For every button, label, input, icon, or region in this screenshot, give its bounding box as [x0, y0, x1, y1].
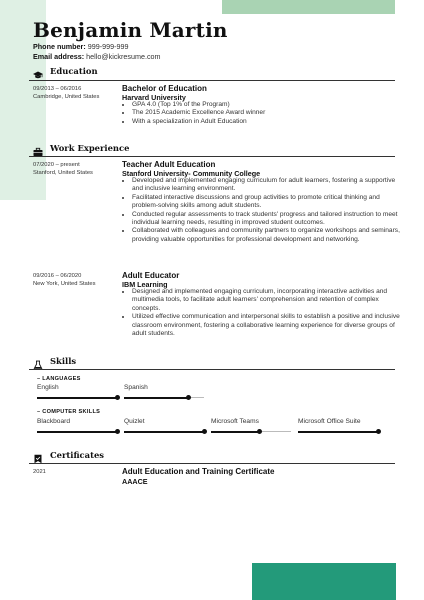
work-bullet-list — [122, 288, 404, 338]
skill-item — [211, 418, 291, 434]
skill-item — [37, 418, 117, 434]
skill-level-fill — [298, 431, 378, 433]
decorative-top-bar — [222, 0, 395, 14]
list-item: • Facilitated interactive discussions and group activities to promote critical thinking and problem-solving skills among adult students. — [132, 194, 404, 211]
skill-item — [298, 418, 378, 434]
skill-level-marker — [202, 429, 207, 434]
list-item: • GPA 4.0 (Top 1% of the Program) — [132, 101, 404, 109]
section-divider — [29, 80, 395, 81]
skill-level-marker — [115, 429, 120, 434]
computer-skills-label: – COMPUTER SKILLS — [37, 409, 101, 415]
list-item: • Designed and implemented engaging curriculum, incorporating interactive activities and multimedia tools, to facilitate adult learners' comprehension and retention of complex concepts. — [132, 288, 404, 313]
email-value: hello@kickresume.com — [86, 52, 161, 61]
phone-label: Phone number: — [33, 42, 86, 51]
work-dates: 09/2016 – 06/2020 — [33, 273, 82, 279]
skill-name: Spanish — [124, 384, 148, 391]
education-section-header — [33, 66, 395, 78]
certificates-section-header — [33, 450, 395, 462]
list-item: • Conducted regular assessments to track students' progress and tailored instruction to meet individual learning needs, resulting in improved student outcomes. — [132, 211, 404, 228]
skill-item — [124, 384, 204, 400]
skills-section-header — [33, 356, 395, 368]
graduation-cap-icon — [33, 67, 43, 77]
certificate-year: 2021 — [33, 469, 46, 475]
skill-level-fill — [37, 397, 117, 399]
work-location: Stanford, United States — [33, 170, 93, 176]
section-divider — [29, 463, 395, 464]
skill-level-marker — [115, 395, 120, 400]
work-role: Adult Educator — [122, 271, 180, 280]
skill-item — [37, 384, 117, 400]
work-location: New York, United States — [33, 281, 96, 287]
certificates-title: Certificates — [50, 450, 104, 460]
education-location: Cambridge, United States — [33, 94, 100, 100]
list-item: • With a specialization in Adult Education — [132, 118, 404, 126]
list-item: • Developed and implemented engaging curriculum for adult learners, fostering a supportive and inclusive learning environment. — [132, 177, 404, 194]
skill-level-marker — [376, 429, 381, 434]
skill-name: Microsoft Teams — [211, 418, 259, 425]
education-school: Harvard University — [122, 93, 186, 102]
skill-level-marker — [186, 395, 191, 400]
skill-name: Quizlet — [124, 418, 145, 425]
education-bullet-list — [122, 101, 404, 126]
skill-name: English — [37, 384, 59, 391]
skills-title: Skills — [50, 356, 77, 366]
skill-name: Microsoft Office Suite — [298, 418, 361, 425]
email-line — [33, 52, 161, 61]
phone-line — [33, 42, 128, 51]
skill-level-fill — [211, 431, 259, 433]
work-organization: Stanford University- Community College — [122, 169, 261, 178]
list-item: • Utilized effective communication and interpersonal skills to establish a positive and inclusive classroom environment, fostering a collaborative learning experience for diverse groups of adult students. — [132, 313, 404, 338]
work-dates: 07/2020 – present — [33, 162, 80, 168]
flask-icon — [33, 357, 43, 367]
decorative-bottom-block — [252, 563, 396, 600]
list-item: • Collaborated with colleagues and community partners to organize workshops and seminars, providing valuable opportunities for professional development and networking. — [132, 227, 404, 244]
education-dates: 09/2013 – 06/2016 — [33, 86, 82, 92]
education-title: Education — [50, 66, 98, 76]
skill-level-fill — [124, 431, 204, 433]
education-degree: Bachelor of Education — [122, 84, 207, 93]
work-organization: IBM Learning — [122, 280, 168, 289]
work-section-header — [33, 143, 395, 155]
work-bullet-list — [122, 177, 404, 244]
section-divider — [29, 156, 395, 157]
work-title: Work Experience — [50, 143, 130, 153]
skill-level-fill — [124, 397, 188, 399]
briefcase-icon — [33, 144, 43, 154]
certificate-name: Adult Education and Training Certificate — [122, 467, 275, 476]
work-role: Teacher Adult Education — [122, 160, 216, 169]
skill-name: Blackboard — [37, 418, 70, 425]
section-divider — [29, 369, 395, 370]
skill-item — [124, 418, 204, 434]
certificate-icon — [33, 451, 43, 461]
certificate-issuer: AAACE — [122, 477, 148, 486]
email-label: Email address: — [33, 52, 85, 61]
languages-label: – LANGUAGES — [37, 376, 81, 382]
skill-level-fill — [37, 431, 117, 433]
list-item: • The 2015 Academic Excellence Award winner — [132, 109, 404, 117]
phone-value: 999-999-999 — [87, 42, 129, 51]
candidate-name: Benjamin Martin — [33, 18, 228, 42]
skill-level-marker — [257, 429, 262, 434]
